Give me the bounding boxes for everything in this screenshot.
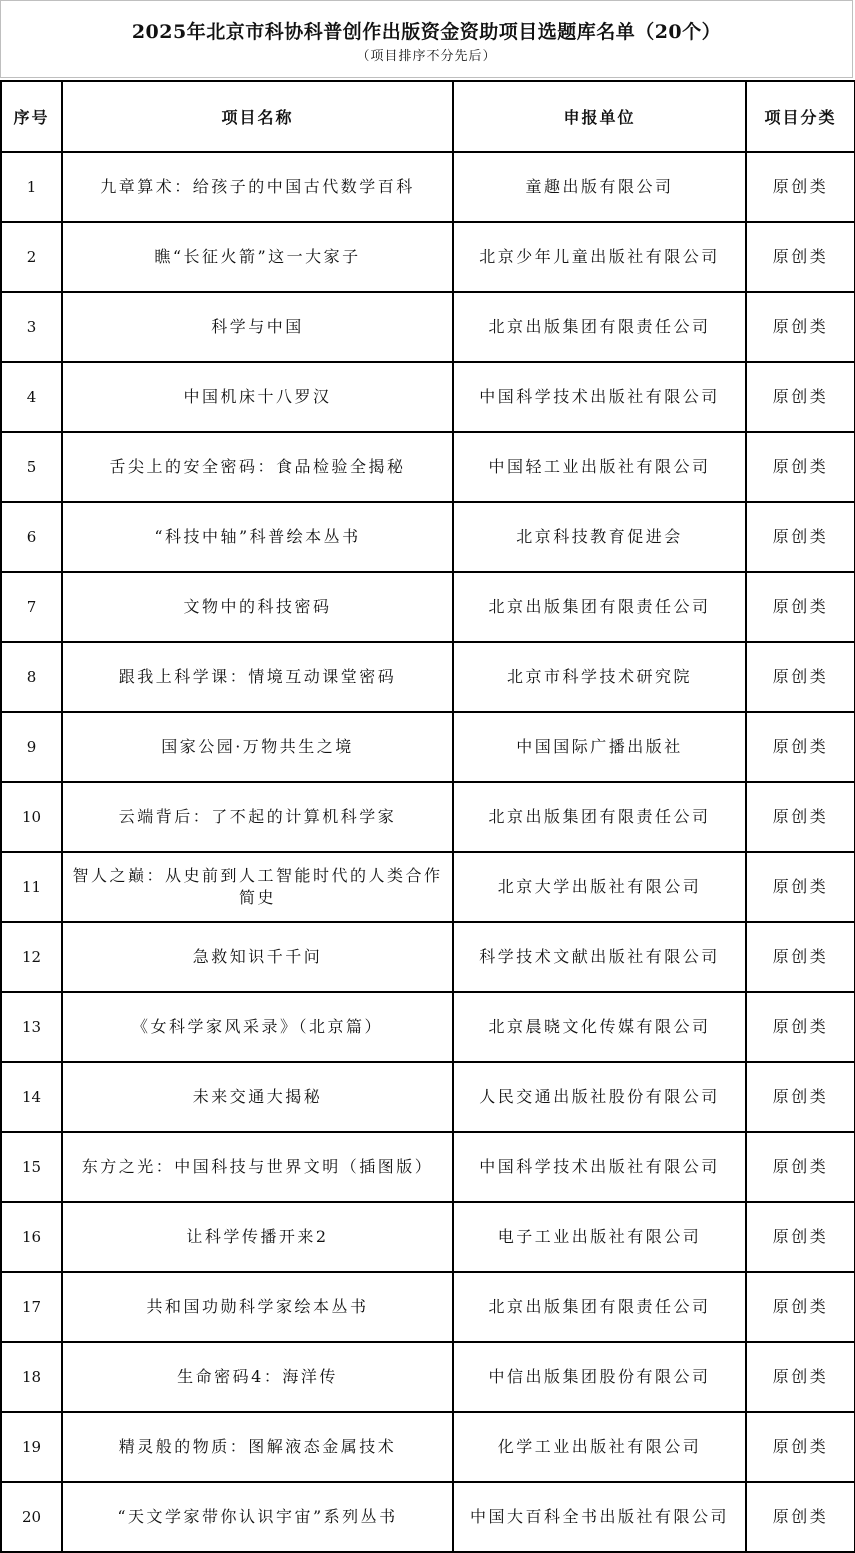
- table-row: [1, 992, 855, 1062]
- table-row: [1, 502, 855, 572]
- project-name-cell: 文物中的科技密码: [62, 572, 453, 642]
- project-category-cell: 原创类: [746, 1342, 855, 1412]
- row-number-cell: 9: [1, 712, 62, 782]
- table-row: [1, 572, 855, 642]
- table-row: [1, 1132, 855, 1202]
- project-name-cell: 舌尖上的安全密码：食品检验全揭秘: [62, 432, 453, 502]
- row-number-cell: 17: [1, 1272, 62, 1342]
- row-number-cell: 20: [1, 1482, 62, 1552]
- project-category-cell: 原创类: [746, 642, 855, 712]
- row-number-cell: 16: [1, 1202, 62, 1272]
- row-number-cell: 10: [1, 782, 62, 852]
- table-row: [1, 152, 855, 222]
- project-category-cell: 原创类: [746, 782, 855, 852]
- project-name-cell: 东方之光：中国科技与世界文明（插图版）: [62, 1132, 453, 1202]
- project-name-cell: 生命密码4：海洋传: [62, 1342, 453, 1412]
- project-category-cell: 原创类: [746, 712, 855, 782]
- project-name-cell: “科技中轴”科普绘本丛书: [62, 502, 453, 572]
- page-title: 2025年北京市科协科普创作出版资金资助项目选题库名单（20个）: [131, 21, 722, 43]
- project-category-cell: 原创类: [746, 1202, 855, 1272]
- column-header-name: 项目名称: [62, 81, 453, 152]
- project-category-cell: 原创类: [746, 1272, 855, 1342]
- applicant-unit-cell: 北京市科学技术研究院: [453, 642, 746, 712]
- project-name-cell: 急救知识千千问: [62, 922, 453, 992]
- applicant-unit-cell: 科学技术文献出版社有限公司: [453, 922, 746, 992]
- project-name-cell: 让科学传播开来2: [62, 1202, 453, 1272]
- document-header: [0, 0, 853, 78]
- applicant-unit-cell: 电子工业出版社有限公司: [453, 1202, 746, 1272]
- column-header-unit: 申报单位: [453, 81, 746, 152]
- applicant-unit-cell: 中国轻工业出版社有限公司: [453, 432, 746, 502]
- table-row: [1, 1342, 855, 1412]
- row-number-cell: 14: [1, 1062, 62, 1132]
- project-category-cell: 原创类: [746, 572, 855, 642]
- applicant-unit-cell: 北京少年儿童出版社有限公司: [453, 222, 746, 292]
- row-number-cell: 8: [1, 642, 62, 712]
- project-category-cell: 原创类: [746, 1062, 855, 1132]
- project-name-cell: 国家公园·万物共生之境: [62, 712, 453, 782]
- row-number-cell: 4: [1, 362, 62, 432]
- applicant-unit-cell: 北京出版集团有限责任公司: [453, 782, 746, 852]
- applicant-unit-cell: 中国大百科全书出版社有限公司: [453, 1482, 746, 1552]
- column-header-category: 项目分类: [746, 81, 855, 152]
- project-category-cell: 原创类: [746, 432, 855, 502]
- row-number-cell: 15: [1, 1132, 62, 1202]
- table-row: [1, 1412, 855, 1482]
- row-number-cell: 18: [1, 1342, 62, 1412]
- project-name-cell: 智人之巅：从史前到人工智能时代的人类合作简史: [62, 852, 453, 922]
- project-name-cell: 《女科学家风采录》（北京篇）: [62, 992, 453, 1062]
- project-table: [0, 80, 855, 1553]
- table-row: [1, 222, 855, 292]
- project-category-cell: 原创类: [746, 992, 855, 1062]
- row-number-cell: 5: [1, 432, 62, 502]
- table-row: [1, 432, 855, 502]
- project-name-cell: “天文学家带你认识宇宙”系列丛书: [62, 1482, 453, 1552]
- applicant-unit-cell: 化学工业出版社有限公司: [453, 1412, 746, 1482]
- applicant-unit-cell: 中信出版集团股份有限公司: [453, 1342, 746, 1412]
- column-header-no: 序号: [1, 81, 62, 152]
- project-name-cell: 云端背后：了不起的计算机科学家: [62, 782, 453, 852]
- row-number-cell: 13: [1, 992, 62, 1062]
- table-row: [1, 1202, 855, 1272]
- table-row: [1, 1062, 855, 1132]
- applicant-unit-cell: 中国科学技术出版社有限公司: [453, 1132, 746, 1202]
- project-category-cell: 原创类: [746, 362, 855, 432]
- table-row: [1, 1482, 855, 1552]
- project-category-cell: 原创类: [746, 292, 855, 362]
- applicant-unit-cell: 北京出版集团有限责任公司: [453, 572, 746, 642]
- applicant-unit-cell: 人民交通出版社股份有限公司: [453, 1062, 746, 1132]
- table-row: [1, 922, 855, 992]
- project-name-cell: 跟我上科学课：情境互动课堂密码: [62, 642, 453, 712]
- project-category-cell: 原创类: [746, 922, 855, 992]
- table-row: [1, 782, 855, 852]
- row-number-cell: 3: [1, 292, 62, 362]
- row-number-cell: 19: [1, 1412, 62, 1482]
- applicant-unit-cell: 童趣出版有限公司: [453, 152, 746, 222]
- table-row: [1, 1272, 855, 1342]
- project-name-cell: 精灵般的物质：图解液态金属技术: [62, 1412, 453, 1482]
- table-header-row: [1, 81, 855, 152]
- project-category-cell: 原创类: [746, 1482, 855, 1552]
- table-row: [1, 852, 855, 922]
- project-name-cell: 科学与中国: [62, 292, 453, 362]
- row-number-cell: 2: [1, 222, 62, 292]
- project-name-cell: 九章算术：给孩子的中国古代数学百科: [62, 152, 453, 222]
- table-row: [1, 362, 855, 432]
- project-category-cell: 原创类: [746, 222, 855, 292]
- applicant-unit-cell: 北京晨晓文化传媒有限公司: [453, 992, 746, 1062]
- project-category-cell: 原创类: [746, 1132, 855, 1202]
- project-name-cell: 中国机床十八罗汉: [62, 362, 453, 432]
- applicant-unit-cell: 北京出版集团有限责任公司: [453, 1272, 746, 1342]
- table-row: [1, 292, 855, 362]
- project-category-cell: 原创类: [746, 152, 855, 222]
- row-number-cell: 12: [1, 922, 62, 992]
- project-name-cell: 未来交通大揭秘: [62, 1062, 453, 1132]
- project-name-cell: 瞧“长征火箭”这一大家子: [62, 222, 453, 292]
- project-category-cell: 原创类: [746, 852, 855, 922]
- applicant-unit-cell: 北京大学出版社有限公司: [453, 852, 746, 922]
- project-category-cell: 原创类: [746, 1412, 855, 1482]
- applicant-unit-cell: 北京出版集团有限责任公司: [453, 292, 746, 362]
- row-number-cell: 1: [1, 152, 62, 222]
- row-number-cell: 11: [1, 852, 62, 922]
- project-category-cell: 原创类: [746, 502, 855, 572]
- table-row: [1, 712, 855, 782]
- page-subtitle: （项目排序不分先后）: [356, 49, 497, 64]
- applicant-unit-cell: 中国国际广播出版社: [453, 712, 746, 782]
- table-row: [1, 642, 855, 712]
- applicant-unit-cell: 北京科技教育促进会: [453, 502, 746, 572]
- applicant-unit-cell: 中国科学技术出版社有限公司: [453, 362, 746, 432]
- row-number-cell: 6: [1, 502, 62, 572]
- project-name-cell: 共和国功勋科学家绘本丛书: [62, 1272, 453, 1342]
- row-number-cell: 7: [1, 572, 62, 642]
